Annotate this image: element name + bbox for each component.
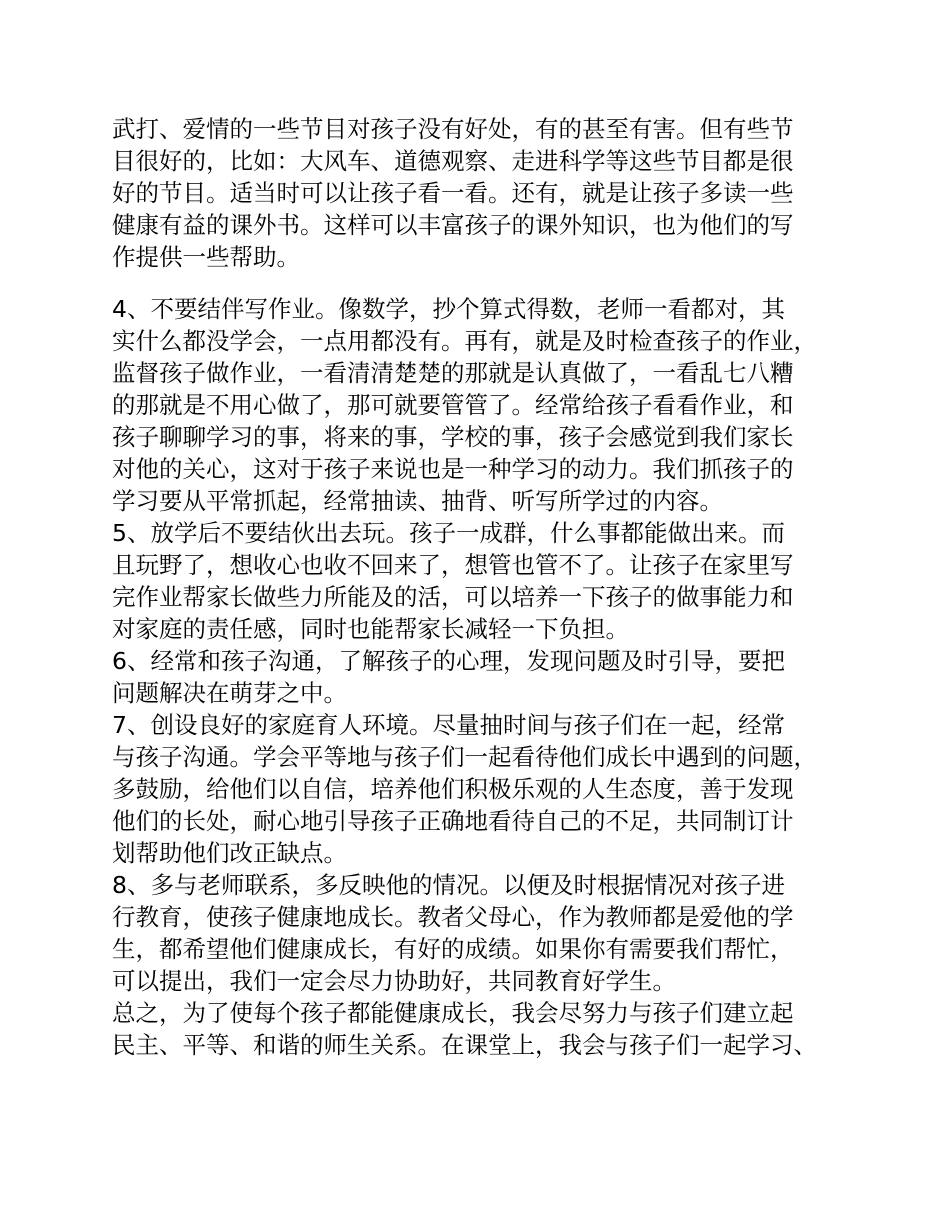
text-line: 孩子聊聊学习的事，将来的事，学校的事，孩子会感觉到我们家长: [112, 423, 794, 451]
text-line: 学习要从平常抓起，经常抽读、抽背、听写所学过的内容。: [112, 487, 723, 515]
paragraph: [112, 997, 852, 1061]
text-line: 作提供一些帮助。: [112, 243, 300, 271]
text-line: 4、不要结伴写作业。像数学，抄个算式得数，老师一看都对，其: [112, 295, 785, 323]
text-line: 总之，为了使每个孩子都能健康成长，我会尽努力与孩子们建立起: [112, 999, 794, 1027]
text-line: 的那就是不用心做了，那可就要管管了。经常给孩子看看作业，和: [112, 391, 794, 419]
text-line: 且玩野了，想收心也收不回来了，想管也管不了。让孩子在家里写: [112, 551, 794, 579]
text-line: 好的节目。适当时可以让孩子看一看。还有，就是让孩子多读一些: [112, 179, 794, 207]
text-line: 他们的长处，耐心地引导孩子正确地看待自己的不足，共同制订计: [112, 807, 794, 835]
paragraph: [112, 645, 852, 709]
text-line: 生，都希望他们健康成长，有好的成绩。如果你有需要我们帮忙，: [112, 935, 794, 963]
paragraph: [112, 293, 852, 517]
text-line: 完作业帮家长做些力所能及的活，可以培养一下孩子的做事能力和: [112, 583, 794, 611]
paragraph: [112, 869, 852, 997]
text-line: 实什么都没学会，一点用都没有。再有，就是及时检查孩子的作业，: [112, 327, 817, 355]
paragraph: [112, 517, 852, 645]
text-line: 武打、爱情的一些节目对孩子没有好处，有的甚至有害。但有些节: [112, 115, 794, 143]
text-line: 民主、平等、和谐的师生关系。在课堂上，我会与孩子们一起学习、: [112, 1031, 817, 1059]
text-line: 5、放学后不要结伙出去玩。孩子一成群，什么事都能做出来。而: [112, 519, 785, 547]
text-line: 健康有益的课外书。这样可以丰富孩子的课外知识，也为他们的写: [112, 211, 794, 239]
text-line: 6、经常和孩子沟通，了解孩子的心理，发现问题及时引导，要把: [112, 647, 785, 675]
paragraph-gap: [112, 273, 852, 293]
document-page: [112, 113, 852, 1061]
text-line: 对他的关心，这对于孩子来说也是一种学习的动力。我们抓孩子的: [112, 455, 794, 483]
paragraph: [112, 709, 852, 869]
text-line: 问题解决在萌芽之中。: [112, 679, 347, 707]
text-line: 7、创设良好的家庭育人环境。尽量抽时间与孩子们在一起，经常: [112, 711, 785, 739]
text-line: 划帮助他们改正缺点。: [112, 839, 347, 867]
paragraph: [112, 113, 852, 273]
text-line: 对家庭的责任感，同时也能帮家长减轻一下负担。: [112, 615, 629, 643]
text-line: 8、多与老师联系，多反映他的情况。以便及时根据情况对孩子进: [112, 871, 785, 899]
text-line: 与孩子沟通。学会平等地与孩子们一起看待他们成长中遇到的问题，: [112, 743, 817, 771]
text-line: 行教育，使孩子健康地成长。教者父母心，作为教师都是爱他的学: [112, 903, 794, 931]
text-line: 目很好的，比如：大风车、道德观察、走进科学等这些节目都是很: [112, 147, 794, 175]
text-line: 可以提出，我们一定会尽力协助好，共同教育好学生。: [112, 967, 676, 995]
text-line: 多鼓励，给他们以自信，培养他们积极乐观的人生态度，善于发现: [112, 775, 794, 803]
text-line: 监督孩子做作业，一看清清楚楚的那就是认真做了，一看乱七八糟: [112, 359, 794, 387]
